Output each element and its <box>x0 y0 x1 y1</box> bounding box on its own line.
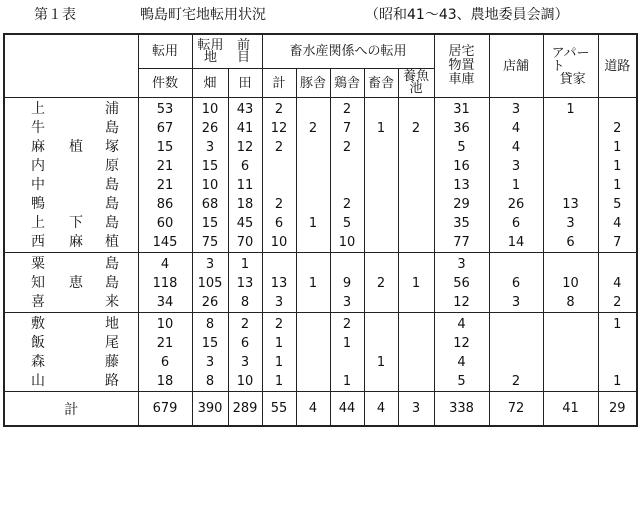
table-cell: 145 <box>138 233 192 253</box>
header-kei: 計 <box>262 69 296 98</box>
table-cell <box>364 233 398 253</box>
table-cell <box>296 98 330 120</box>
header-chikusha: 畜舎 <box>364 69 398 98</box>
district-name-char: 浦 <box>105 101 119 117</box>
table-cell: 4 <box>598 274 637 293</box>
table-cell <box>398 138 434 157</box>
district-name-char: 西 <box>31 234 45 250</box>
table-row <box>4 214 637 233</box>
district-name-char: 島 <box>105 196 119 212</box>
table-cell: 3 <box>192 353 228 372</box>
district-name-char: 麻 <box>69 234 83 250</box>
table-cell: 5 <box>598 195 637 214</box>
table-cell: 1 <box>543 98 598 120</box>
total-cell: 3 <box>398 392 434 427</box>
table-cell: 67 <box>138 119 192 138</box>
header-hata: 畑 <box>192 69 228 98</box>
table-row <box>4 176 637 195</box>
table-cell <box>364 157 398 176</box>
table-cell: 1 <box>489 176 543 195</box>
district-name <box>4 214 138 233</box>
table-cell: 3 <box>434 253 489 275</box>
district-name <box>4 233 138 253</box>
district-name-char: 塚 <box>105 139 119 155</box>
table-cell <box>398 98 434 120</box>
table-cell: 15 <box>138 138 192 157</box>
table-cell <box>398 313 434 335</box>
table-cell <box>543 313 598 335</box>
table-cell <box>364 176 398 195</box>
table-cell: 12 <box>434 293 489 313</box>
table-cell: 18 <box>138 372 192 392</box>
table-title <box>0 4 639 24</box>
table-cell: 68 <box>192 195 228 214</box>
table-cell: 14 <box>489 233 543 253</box>
table-cell <box>296 176 330 195</box>
total-row <box>4 392 637 427</box>
table-cell: 5 <box>330 214 364 233</box>
district-name-char: 知 <box>31 275 45 291</box>
district-name-char: 麻 <box>31 139 45 155</box>
table-cell: 1 <box>262 334 296 353</box>
table-cell: 26 <box>192 119 228 138</box>
table-row <box>4 274 637 293</box>
header-keisha: 鶏舎 <box>330 69 364 98</box>
table-cell: 9 <box>330 274 364 293</box>
table-cell: 3 <box>228 353 262 372</box>
table-cell <box>398 372 434 392</box>
table-cell <box>543 138 598 157</box>
district-name-char: 下 <box>69 215 83 231</box>
table-cell: 29 <box>434 195 489 214</box>
table-cell: 4 <box>598 214 637 233</box>
table-cell: 13 <box>262 274 296 293</box>
table-cell <box>489 253 543 275</box>
table-cell <box>543 334 598 353</box>
table-cell: 12 <box>228 138 262 157</box>
district-name-char: 島 <box>105 275 119 291</box>
table-cell <box>364 334 398 353</box>
table-cell: 2 <box>364 274 398 293</box>
table-cell <box>543 119 598 138</box>
table-cell: 86 <box>138 195 192 214</box>
total-cell: 72 <box>489 392 543 427</box>
table-cell <box>296 353 330 372</box>
table-cell <box>262 253 296 275</box>
table-cell: 36 <box>434 119 489 138</box>
table-cell: 12 <box>262 119 296 138</box>
district-name-char: 路 <box>105 373 119 389</box>
table-cell <box>330 157 364 176</box>
table-cell: 10 <box>543 274 598 293</box>
district-name <box>4 334 138 353</box>
table-cell: 15 <box>192 214 228 233</box>
district-name-char: 森 <box>31 354 45 370</box>
table-cell: 56 <box>434 274 489 293</box>
header-tonsha: 豚舎 <box>296 69 330 98</box>
table-name: 鴨島町宅地転用状況 <box>140 7 266 23</box>
table-cell: 1 <box>262 353 296 372</box>
district-name <box>4 157 138 176</box>
district-name-char: 尾 <box>105 335 119 351</box>
header-chikusui: 畜水産関係への転用 <box>262 34 434 69</box>
table-cell: 43 <box>228 98 262 120</box>
total-cell: 679 <box>138 392 192 427</box>
table-cell <box>296 253 330 275</box>
table-cell <box>398 253 434 275</box>
table-cell <box>543 157 598 176</box>
district-name <box>4 176 138 195</box>
district-name-char: 山 <box>31 373 45 389</box>
table-cell: 13 <box>228 274 262 293</box>
table-cell: 4 <box>138 253 192 275</box>
table-cell: 2 <box>262 98 296 120</box>
table-cell: 12 <box>434 334 489 353</box>
district-name-char: 上 <box>31 101 45 117</box>
table-cell: 4 <box>489 119 543 138</box>
table-cell: 10 <box>192 98 228 120</box>
district-name <box>4 119 138 138</box>
district-name-char: 藤 <box>105 354 119 370</box>
table-cell <box>398 334 434 353</box>
table-cell: 2 <box>262 138 296 157</box>
total-cell: 4 <box>296 392 330 427</box>
table-cell <box>543 253 598 275</box>
header-tenpo: 店舗 <box>489 34 543 98</box>
table-cell <box>262 157 296 176</box>
total-label: 計 <box>4 392 138 427</box>
table-cell: 6 <box>489 274 543 293</box>
table-number: 第１表 <box>34 7 76 23</box>
table-cell: 34 <box>138 293 192 313</box>
total-cell: 29 <box>598 392 637 427</box>
table-cell: 3 <box>192 138 228 157</box>
table-cell: 4 <box>434 313 489 335</box>
table-cell <box>398 214 434 233</box>
table-row <box>4 233 637 253</box>
table-cell: 6 <box>543 233 598 253</box>
table-cell <box>489 353 543 372</box>
table-cell: 3 <box>262 293 296 313</box>
table-cell: 35 <box>434 214 489 233</box>
district-name-char: 島 <box>105 177 119 193</box>
table-row <box>4 253 637 275</box>
table-cell: 6 <box>138 353 192 372</box>
district-name-char: 敷 <box>31 316 45 332</box>
table-cell <box>598 353 637 372</box>
table-row <box>4 334 637 353</box>
table-cell: 53 <box>138 98 192 120</box>
district-name-char: 地 <box>105 316 119 332</box>
table-cell: 2 <box>598 293 637 313</box>
total-cell: 390 <box>192 392 228 427</box>
table-cell: 1 <box>364 119 398 138</box>
table-cell: 6 <box>228 157 262 176</box>
table-cell <box>364 195 398 214</box>
header-apart: アパー ト 貸家 <box>543 34 598 98</box>
district-name-char: 島 <box>105 256 119 272</box>
header-tenyou-chimoku: 転用 地 前 目 <box>192 34 262 69</box>
conversion-table <box>3 33 638 427</box>
table-cell: 21 <box>138 334 192 353</box>
total-cell: 289 <box>228 392 262 427</box>
district-name-char: 喜 <box>31 294 45 310</box>
table-cell <box>364 138 398 157</box>
district-name <box>4 353 138 372</box>
table-cell <box>398 293 434 313</box>
district-name-char: 島 <box>105 120 119 136</box>
table-cell: 8 <box>543 293 598 313</box>
table-cell <box>489 334 543 353</box>
table-cell: 10 <box>138 313 192 335</box>
table-cell <box>398 233 434 253</box>
header-douro: 道路 <box>598 34 637 98</box>
table-cell: 8 <box>228 293 262 313</box>
table-cell: 4 <box>434 353 489 372</box>
header-blank <box>4 34 138 98</box>
table-cell: 7 <box>598 233 637 253</box>
table-cell: 1 <box>598 372 637 392</box>
table-cell: 2 <box>262 195 296 214</box>
table-cell <box>364 313 398 335</box>
table-cell <box>364 98 398 120</box>
district-name <box>4 293 138 313</box>
table-cell: 1 <box>228 253 262 275</box>
header-yougyo: 養魚 池 <box>398 69 434 98</box>
table-cell: 3 <box>489 293 543 313</box>
table-cell: 2 <box>262 313 296 335</box>
table-cell <box>489 313 543 335</box>
table-cell: 2 <box>296 119 330 138</box>
table-cell: 5 <box>434 372 489 392</box>
table-cell: 16 <box>434 157 489 176</box>
district-name-char: 来 <box>105 294 119 310</box>
table-cell: 5 <box>434 138 489 157</box>
table-cell: 75 <box>192 233 228 253</box>
district-name <box>4 253 138 275</box>
table-body <box>4 98 637 392</box>
table-cell <box>398 176 434 195</box>
district-name-char: 粟 <box>31 256 45 272</box>
table-cell <box>330 176 364 195</box>
table-cell: 45 <box>228 214 262 233</box>
table-cell: 13 <box>434 176 489 195</box>
table-cell: 1 <box>398 274 434 293</box>
table-cell <box>296 372 330 392</box>
table-cell: 3 <box>489 98 543 120</box>
table-cell: 2 <box>228 313 262 335</box>
table-cell: 1 <box>598 138 637 157</box>
table-cell: 1 <box>262 372 296 392</box>
table-cell: 10 <box>330 233 364 253</box>
table-cell: 18 <box>228 195 262 214</box>
district-name-char: 牛 <box>31 120 45 136</box>
table-cell: 15 <box>192 334 228 353</box>
table-cell: 10 <box>228 372 262 392</box>
district-name-char: 中 <box>31 177 45 193</box>
table-cell <box>296 313 330 335</box>
table-cell: 1 <box>598 157 637 176</box>
table-cell: 1 <box>364 353 398 372</box>
total-cell: 338 <box>434 392 489 427</box>
table-cell: 6 <box>262 214 296 233</box>
table-cell: 2 <box>489 372 543 392</box>
table-cell: 2 <box>598 119 637 138</box>
table-row <box>4 372 637 392</box>
table-row <box>4 98 637 120</box>
table-cell: 41 <box>228 119 262 138</box>
table-row <box>4 119 637 138</box>
district-name <box>4 313 138 335</box>
table-cell: 2 <box>330 313 364 335</box>
table-cell: 11 <box>228 176 262 195</box>
table-cell: 8 <box>192 313 228 335</box>
table-cell <box>296 157 330 176</box>
table-cell: 70 <box>228 233 262 253</box>
table-cell <box>398 195 434 214</box>
table-cell <box>262 176 296 195</box>
table-cell <box>330 353 364 372</box>
table-cell: 15 <box>192 157 228 176</box>
table-cell <box>543 372 598 392</box>
total-cell: 44 <box>330 392 364 427</box>
district-name <box>4 195 138 214</box>
table-cell: 1 <box>598 313 637 335</box>
table-cell <box>296 293 330 313</box>
table-row <box>4 313 637 335</box>
table-cell: 1 <box>296 274 330 293</box>
district-name <box>4 138 138 157</box>
header-kensu: 件数 <box>138 69 192 98</box>
table-cell: 26 <box>489 195 543 214</box>
table-cell: 118 <box>138 274 192 293</box>
table-cell <box>364 372 398 392</box>
header-ta: 田 <box>228 69 262 98</box>
table-cell: 21 <box>138 176 192 195</box>
district-name-char: 上 <box>31 215 45 231</box>
table-row <box>4 195 637 214</box>
table-cell: 26 <box>192 293 228 313</box>
table-cell <box>364 293 398 313</box>
table-cell <box>296 233 330 253</box>
header-kyotaku: 居宅 物置 車庫 <box>434 34 489 98</box>
table-cell: 1 <box>330 334 364 353</box>
total-cell: 4 <box>364 392 398 427</box>
table-cell <box>598 334 637 353</box>
district-name <box>4 98 138 120</box>
table-cell: 13 <box>543 195 598 214</box>
table-cell <box>398 353 434 372</box>
table-cell: 6 <box>489 214 543 233</box>
district-name-char: 植 <box>69 139 83 155</box>
table-cell <box>364 214 398 233</box>
table-cell <box>364 253 398 275</box>
table-cell: 60 <box>138 214 192 233</box>
table-cell: 2 <box>398 119 434 138</box>
district-name-char: 原 <box>105 158 119 174</box>
table-cell: 21 <box>138 157 192 176</box>
table-row <box>4 353 637 372</box>
table-row <box>4 293 637 313</box>
table-cell: 10 <box>192 176 228 195</box>
district-name-char: 植 <box>105 234 119 250</box>
table-cell: 3 <box>543 214 598 233</box>
table-cell: 1 <box>598 176 637 195</box>
district-name-char: 鴨 <box>31 196 45 212</box>
table-cell: 3 <box>330 293 364 313</box>
district-name-char: 恵 <box>69 275 83 291</box>
table-cell: 77 <box>434 233 489 253</box>
table-cell: 4 <box>489 138 543 157</box>
table-cell: 105 <box>192 274 228 293</box>
district-name-char: 飯 <box>31 335 45 351</box>
table-cell <box>398 157 434 176</box>
table-cell <box>543 176 598 195</box>
table-cell: 2 <box>330 195 364 214</box>
table-cell <box>598 98 637 120</box>
table-cell <box>296 334 330 353</box>
table-row <box>4 138 637 157</box>
table-cell: 6 <box>228 334 262 353</box>
table-cell: 3 <box>192 253 228 275</box>
table-cell: 2 <box>330 98 364 120</box>
table-cell <box>543 353 598 372</box>
table-cell: 8 <box>192 372 228 392</box>
table-cell: 10 <box>262 233 296 253</box>
table-cell <box>296 195 330 214</box>
district-name <box>4 372 138 392</box>
header-tenyou: 転用 <box>138 34 192 69</box>
table-source-note: （昭和41〜43、農地委員会調） <box>365 7 569 23</box>
district-name <box>4 274 138 293</box>
table-cell: 1 <box>296 214 330 233</box>
total-cell: 55 <box>262 392 296 427</box>
table-cell: 1 <box>330 372 364 392</box>
table-cell: 2 <box>330 138 364 157</box>
table-cell: 3 <box>489 157 543 176</box>
district-name-char: 内 <box>31 158 45 174</box>
table-row <box>4 157 637 176</box>
table-cell <box>296 138 330 157</box>
table-cell: 7 <box>330 119 364 138</box>
table-cell <box>330 253 364 275</box>
table-cell: 31 <box>434 98 489 120</box>
total-cell: 41 <box>543 392 598 427</box>
table-cell <box>598 253 637 275</box>
district-name-char: 島 <box>105 215 119 231</box>
